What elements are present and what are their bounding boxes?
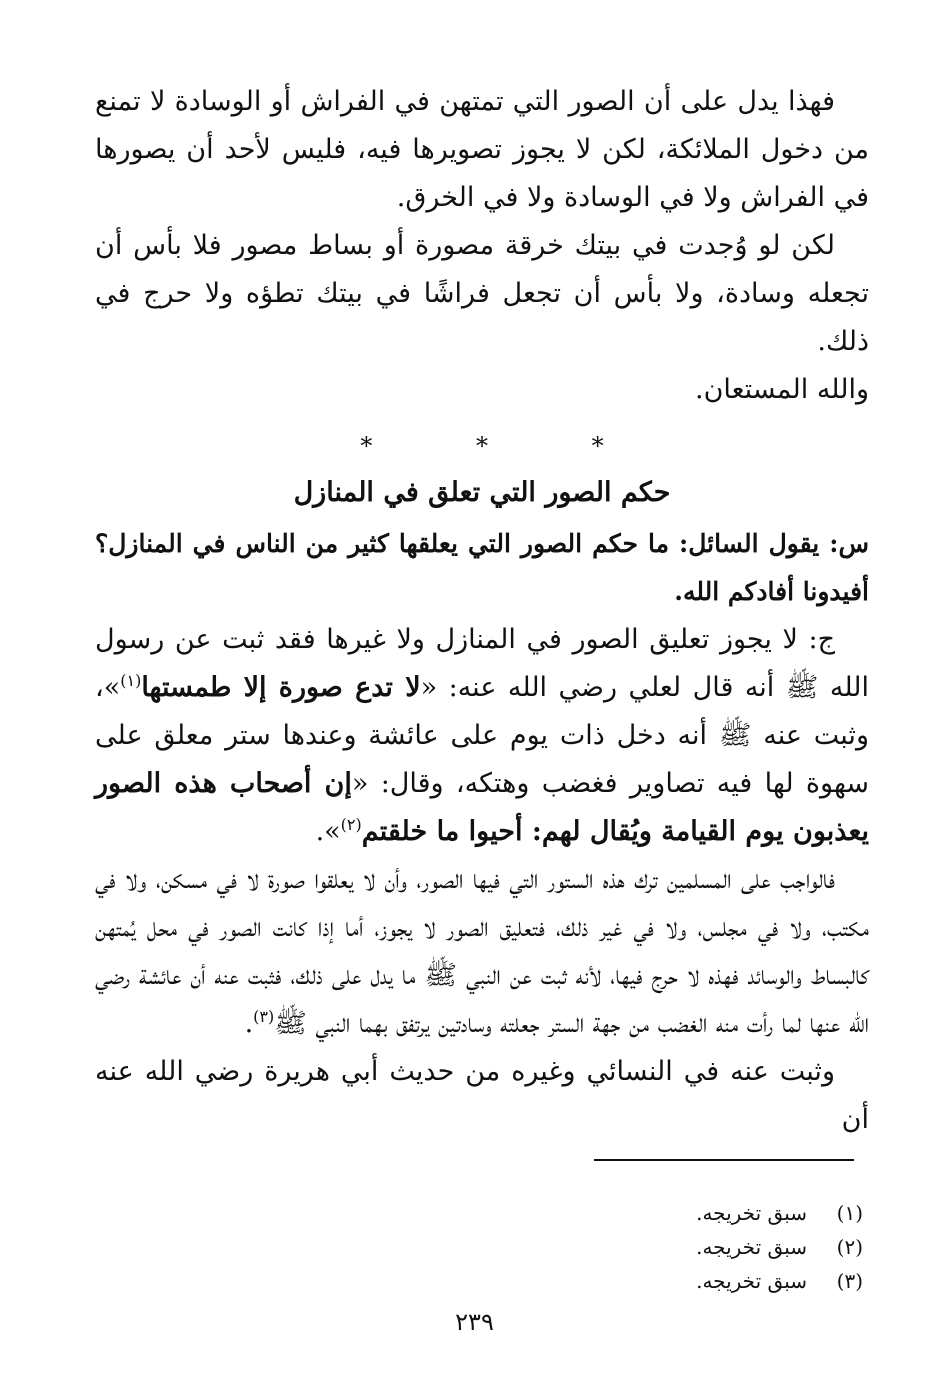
footnote-text: سبق تخريجه. — [696, 1235, 807, 1259]
paragraph-5: وثبت عنه في النسائي وغيره من حديث أبي هريرة رضي الله عنه أن — [95, 1056, 869, 1135]
paragraph-1: فهذا يدل على أن الصور التي تمتهن في الفراش أو الوسادة لا تمنع من دخول الملائكة، لكن لا يجوز تصويرها فيه، فليس لأحد أن يصورها في الفراش ولا في الوسادة ولا في الخرق. — [95, 86, 869, 213]
answer-part-3: ». — [315, 816, 341, 847]
footnote-divider — [594, 1159, 854, 1161]
footnote-item — [463, 1264, 863, 1298]
paragraph-4-text: فالواجب على المسلمين ترك هذه الستور التي فيها الصور، وأن لا يعلقوا صورة لا في مسكن، ولا في مكتب، ولا في مجلس، ولا في غير ذلك، فتعليق الصور لا يجوز، أما إذا كانت الصور في محل يُمتهن كالبساط والوسائد فهذه لا حرج فيها، لأنه ثبت عن النبي ﷺ ما يدل على ذلك، فثبت عنه أن عائشة رضي الله عنها لما رأت منه الغضب من جهة الستر جعلته وسادتين يرتفق بهما النبي ﷺ — [95, 864, 869, 1039]
footnote-number: (٢) — [836, 1235, 863, 1259]
footnotes — [463, 1196, 863, 1298]
paragraph-4 — [95, 856, 869, 1048]
hadith-1: لا تدع صورة إلا طمستها — [141, 672, 421, 703]
page-body — [95, 78, 869, 1144]
footnote-number: (١) — [836, 1201, 863, 1225]
hadith-2: إن أصحاب هذه الصور يعذبون يوم القيامة ويُقال لهم: أحيوا ما خلقتم — [95, 768, 869, 847]
question-text: س: يقول السائل: ما حكم الصور التي يعلقها كثير من الناس في المنازل؟ أفيدونا أفادكم الله. — [95, 529, 869, 606]
footnote-ref-3[interactable]: (٣) — [253, 1007, 275, 1026]
footnote-text: سبق تخريجه. — [696, 1269, 807, 1293]
answer-part-1: ج: لا يجوز تعليق الصور في المنازل ولا غيرها فقد ثبت عن رسول الله ﷺ أنه قال لعلي رضي الله عنه: « — [95, 624, 869, 703]
page-number: ٢٣٩ — [455, 1308, 494, 1336]
footnote-ref-1[interactable]: (١) — [120, 671, 142, 690]
footnote-number: (٣) — [836, 1269, 863, 1293]
section-separator: * * * — [360, 432, 652, 460]
footnote-item — [463, 1230, 863, 1264]
paragraph-2: لكن لو وُجدت في بيتك خرقة مصورة أو بساط مصور فلا بأس أن تجعله وسادة، ولا بأس أن تجعل فراشًا في بيتك تطؤه ولا حرج في ذلك. — [95, 230, 869, 357]
paragraph-4-end: . — [244, 1008, 254, 1039]
footnote-text: سبق تخريجه. — [696, 1201, 807, 1225]
footnote-item — [463, 1196, 863, 1230]
footnote-ref-2[interactable]: (٢) — [340, 815, 362, 834]
section-heading: حكم الصور التي تعلق في المنازل — [293, 477, 671, 508]
answer-paragraph — [95, 616, 869, 856]
closing-line: والله المستعان. — [695, 374, 869, 405]
answer-part-2: »، وثبت عنه ﷺ أنه دخل ذات يوم على عائشة وعندها ستر معلق على سهوة لها فيه تصاوير فغضب وهتكه، وقال: « — [95, 672, 870, 799]
